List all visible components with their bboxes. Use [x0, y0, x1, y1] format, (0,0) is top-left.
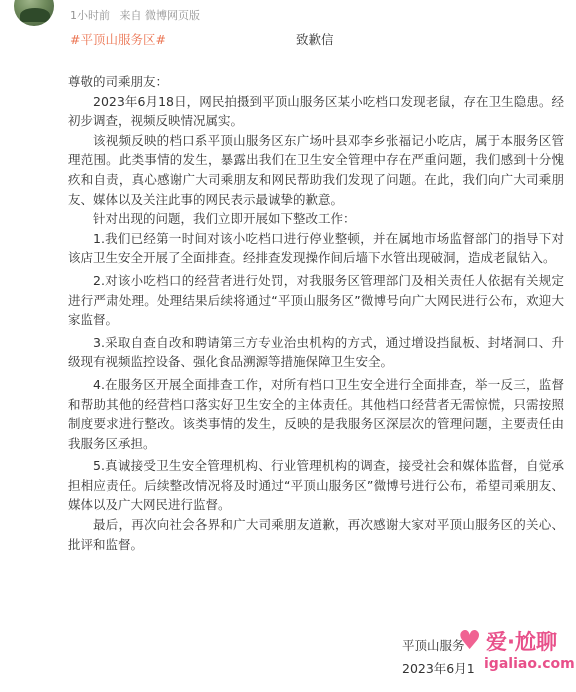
post-body	[68, 72, 564, 554]
list-item: 2.对该小吃档口的经营者进行处罚，对我服务区管理部门及相关责任人依据有关规定进行严肃处理。处理结果后续将通过“平顶山服务区”微博号向广大网民进行公布，欢迎大家监督。	[68, 272, 564, 328]
list-item: 3.采取自查自改和聘请第三方专业治虫机构的方式，通过增设挡鼠板、封堵洞口、升级现有视频监控设备、强化食品溯源等措施保障卫生安全。	[68, 334, 564, 370]
paragraph: 该视频反映的档口系平顶山服务区东广场叶县邓李乡张福记小吃店，属于本服务区管理范围。此类事情的发生，暴露出我们在卫生安全管理中存在严重问题，我们感到十分愧疚和自责，真心感谢广大司乘朋友和网民帮助我们发现了问题。在此，我们向广大司乘朋友、媒体以及关注此事的网民表示最诚挚的歉意。	[68, 132, 564, 207]
hashtag-link[interactable]: #平顶山服务区#	[70, 32, 166, 47]
letter-title: 致歉信	[296, 32, 334, 47]
list-item: 1.我们已经第一时间对该小吃档口进行停业整顿，并在属地市场监督部门的指导下对该店卫生安全开展了全面排查。经排查发现操作间后墙下水管出现破洞，造成老鼠钻入。	[68, 230, 564, 266]
closing-paragraph: 最后，再次向社会各界和广大司乘朋友道歉，再次感谢大家对平顶山服务区的关心、批评和监督。	[68, 517, 564, 552]
signature-date: 2023年6月1	[402, 661, 475, 676]
list-item: 5.真诚接受卫生安全管理机构、行业管理机构的调查，接受社会和媒体监督，自觉承担相应责任。后续整改情况将及时通过“平顶山服务区”微博号进行公布，希望司乘朋友、媒体以及广大网民进行监督。	[68, 458, 564, 513]
post-header	[0, 0, 576, 26]
paragraph: 针对出现的问题，我们立即开展如下整改工作：	[93, 211, 356, 227]
watermark-text: 爱·尬聊	[486, 630, 557, 654]
user-avatar[interactable]	[14, 0, 54, 26]
watermark-url: igaliao.com	[484, 656, 575, 672]
greeting: 尊敬的司乘朋友：	[68, 74, 169, 89]
list-item: 4.在服务区开展全面排查工作，对所有档口卫生安全进行全面排查，举一反三，监督和帮助其他的经营档口落实好卫生安全的主体责任。其他档口经营者无需惊慌，只需按照制度要求进行整改。该类事情的发生，反映的是我服务区深层次的管理问题，主要责任由我服务区承担。	[68, 376, 564, 451]
site-watermark	[452, 624, 575, 684]
signature-org: 平顶山服务	[402, 638, 465, 653]
post-source: 来自 微博网页版	[119, 9, 200, 22]
paragraph: 2023年6月18日，网民拍摄到平顶山服务区某小吃档口发现老鼠，存在卫生隐患。经初步调查，视频反映情况属实。	[68, 93, 564, 129]
topic-line	[70, 30, 334, 48]
post-meta	[70, 7, 206, 23]
heart-icon: ♥	[458, 626, 482, 656]
post-time[interactable]: 1小时前	[70, 9, 110, 22]
